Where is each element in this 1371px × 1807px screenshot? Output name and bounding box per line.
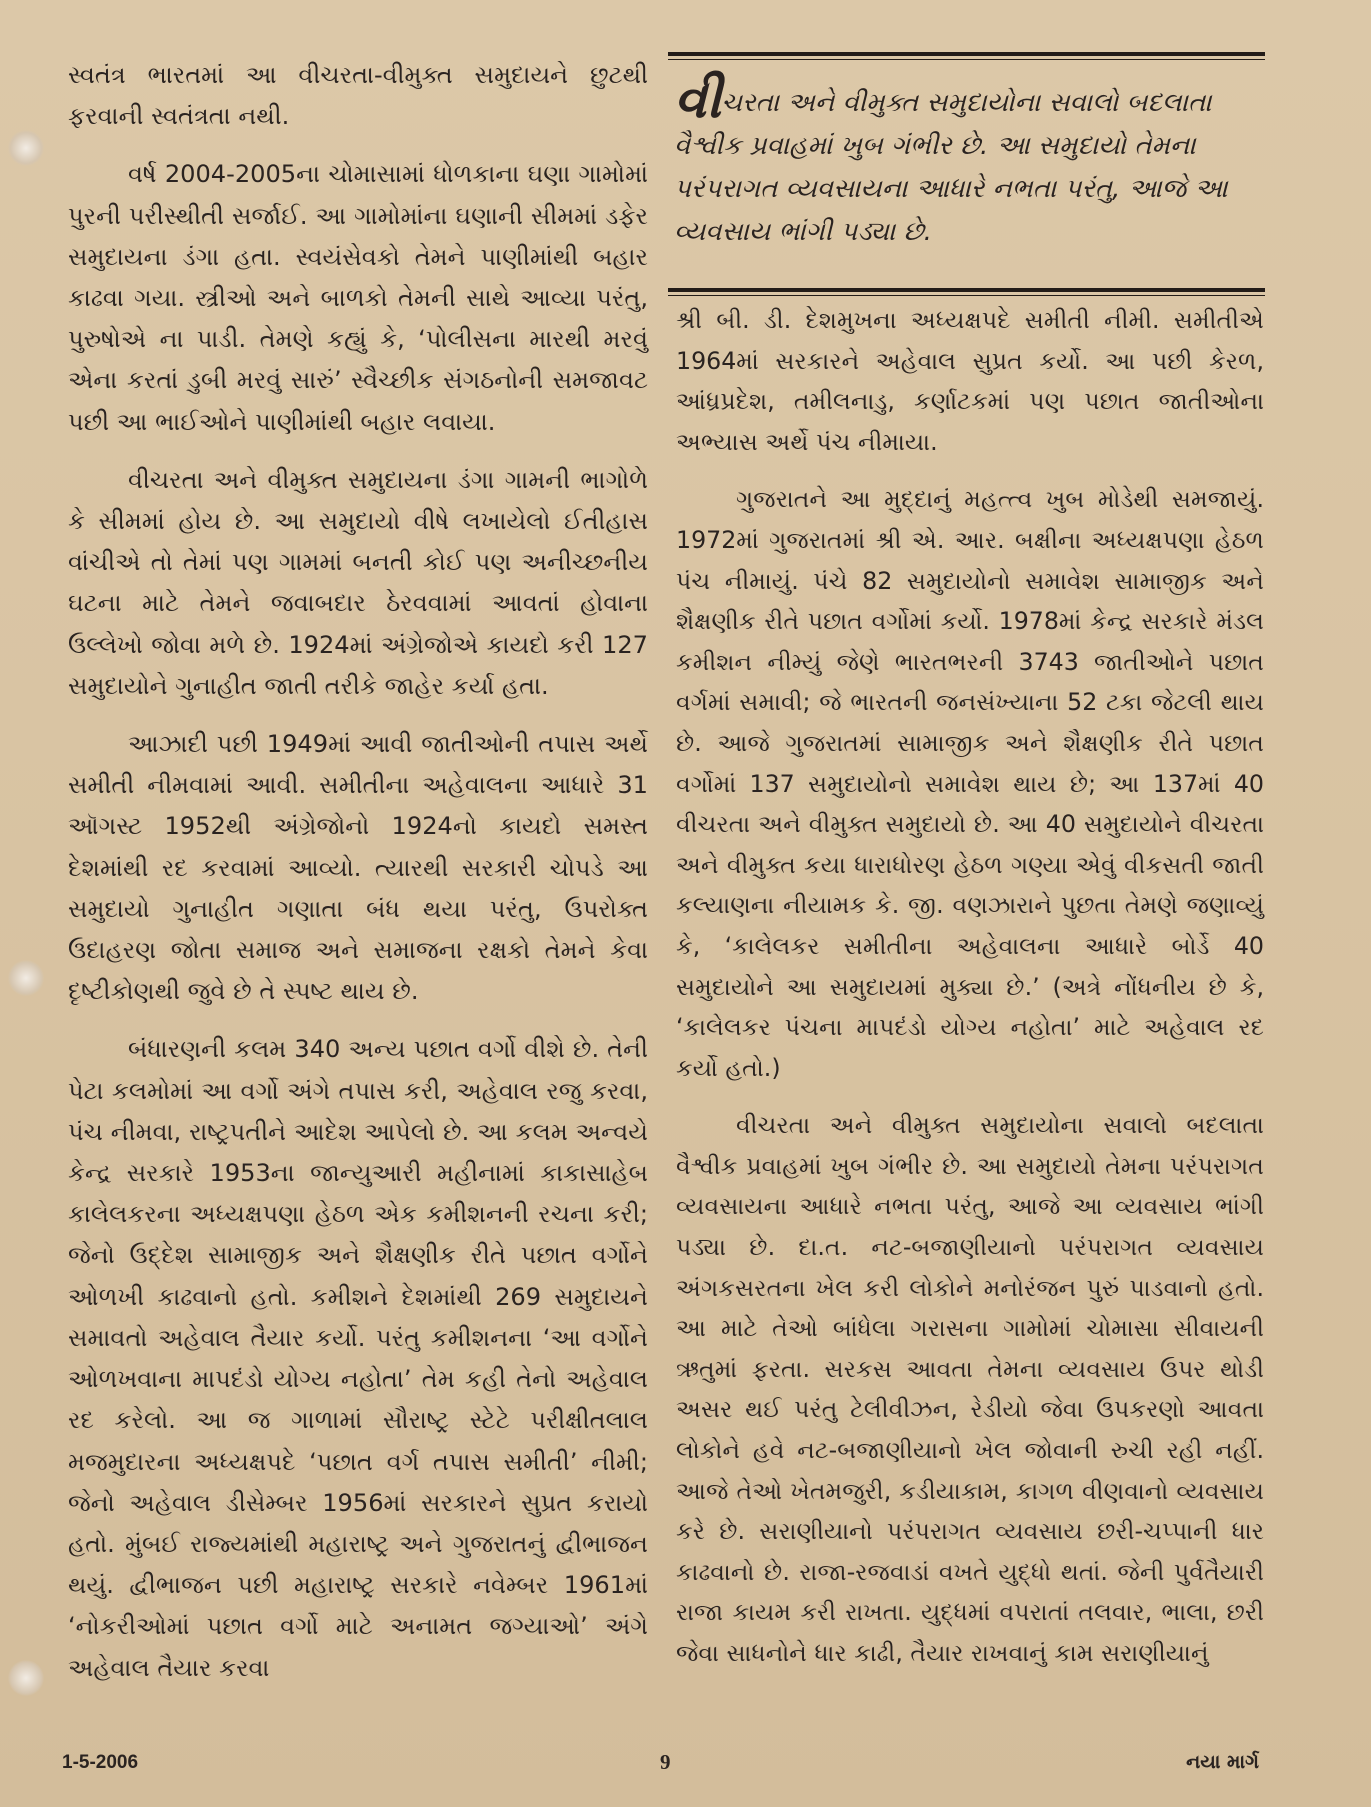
pull-quote-dropcap: વી [674, 70, 722, 130]
paragraph: વીચરતા અને વીમુક્ત સમુદાયના ડંગા ગામની ભાગોળે કે સીમમાં હોય છે. આ સમુદાયો વીષે લખાયેલો ઈતીહાસ વાંચીએ તો તેમાં પણ ગામમાં બનતી કોઈ પણ અનીચ્છનીય ઘટના માટે તેમને જવાબદાર ઠેરવવામાં આવતાં હોવાના ઉલ્લેખો જોવા મળે છે. 1924માં અંગ્રેજોએ કાયદો કરી 127 સમુદાયોને ગુનાહીત જાતી તરીકે જાહેર કર્યા હતા. [68, 465, 648, 700]
paragraph: શ્રી બી. ડી. દેશમુખના અધ્યક્ષપદે સમીતી નીમી. સમીતીએ 1964માં સરકારને અહેવાલ સુપ્રત કર્યો. આ પછી કેરળ, આંધ્રપ્રદેશ, તમીલનાડુ, કર્ણાટકમાં પણ પછાત જાતીઓના અભ્યાસ અર્થે પંચ નીમાયા. [676, 306, 1264, 456]
pull-quote-top-rule [668, 52, 1265, 56]
paragraph: આઝાદી પછી 1949માં આવી જાતીઓની તપાસ અર્થે સમીતી નીમવામાં આવી. સમીતીના અહેવાલના આધારે 31 ઑગસ્ટ 1952થી અંગ્રેજોનો 1924નો કાયદો સમસ્ત દેશમાંથી રદ કરવામાં આવ્યો. ત્યારથી સરકારી ચોપડે આ સમુદાયો ગુનાહીત ગણાતા બંધ થયા પરંતુ, ઉપરોક્ત ઉદાહરણ જોતા સમાજ અને સમાજના રક્ષકો તેમને કેવા દૃષ્ટીકોણથી જુવે છે તે સ્પષ્ટ થાય છે. [68, 730, 648, 1006]
page-number: 9 [660, 1750, 671, 1774]
pull-quote-bottom-rule [668, 288, 1265, 292]
paragraph: વર્ષ 2004-2005ના ચોમાસામાં ધોળકાના ઘણા ગામોમાં પુરની પરીસ્થીતી સર્જાઈ. આ ગામોમાંના ઘણાની સીમમાં ડફેર સમુદાયના ડંગા હતા. સ્વયંસેવકો તેમને પાણીમાંથી બહાર કાઢવા ગયા. સ્ત્રીઓ અને બાળકો તેમની સાથે આવ્યા પરંતુ, પુરુષોએ ના પાડી. તેમણે કહ્યું કે, ‘પોલીસના મારથી મરવું એના કરતાં ડુબી મરવું સારું’ સ્વૈચ્છીક સંગઠનોની સમજાવટ પછી આ ભાઈઓને પાણીમાંથી બહાર લવાયા. [68, 160, 648, 436]
pull-quote-text [674, 70, 1262, 254]
paragraph: બંધારણની કલમ 340 અન્ય પછાત વર્ગો વીશે છે. તેની પેટા કલમોમાં આ વર્ગો અંગે તપાસ કરી, અહેવાલ રજુ કરવા, પંચ નીમવા, રાષ્ટ્રપતીને આદેશ આપેલો છે. આ કલમ અન્વયે કેન્દ્ર સરકારે 1953ના જાન્યુઆરી મહીનામાં કાકાસાહેબ કાલેલકરના અધ્યક્ષપણા હેઠળ એક કમીશનની રચના કરી; જેનો ઉદ્દેશ સામાજીક અને શૈક્ષણીક રીતે પછાત વર્ગોને ઓળખી કાઢવાનો હતો. કમીશને દેશમાંથી 269 સમુદાયને સમાવતો અહેવાલ તૈયાર કર્યો. પરંતુ કમીશનના ‘આ વર્ગોને ઓળખવાના માપદંડો યોગ્ય નહોતા’ તેમ કહી તેનો અહેવાલ રદ કરેલો. આ જ ગાળામાં સૌરાષ્ટ્ર સ્ટેટે પરીક્ષીતલાલ મજમુદારના અધ્યક્ષપદે ‘પછાત વર્ગ તપાસ સમીતી’ નીમી; જેનો અહેવાલ ડીસેમ્બર 1956માં સરકારને સુપ્રત કરાયો હતો. મુંબઈ રાજ્યમાંથી મહારાષ્ટ્ર અને ગુજરાતનું દ્વીભાજન થયું. દ્વીભાજન પછી મહારાષ્ટ્ર સરકારે નવેમ્બર 1961માં ‘નોકરીઓમાં પછાત વર્ગો માટે અનામત જગ્યાઓ’ અંગે અહેવાલ તૈયાર કરવા [68, 1035, 648, 1682]
right-column [676, 300, 1264, 1691]
punch-hole-top [8, 130, 44, 166]
punch-hole-bottom [8, 1660, 44, 1696]
magazine-name: નયા માર્ગ [1186, 1751, 1259, 1773]
left-column [68, 55, 648, 1706]
paragraph: વીચરતા અને વીમુક્ત સમુદાયોના સવાલો બદલાતા વૈશ્વીક પ્રવાહમાં ખુબ ગંભીર છે. આ સમુદાયો તેમના પરંપરાગત વ્યવસાયના આધારે નભતા પરંતુ, આજે આ વ્યવસાય ભાંગી પડ્યા છે. દા.ત. નટ-બજાણીયાનો પરંપરાગત વ્યવસાય અંગકસરતના ખેલ કરી લોકોને મનોરંજન પુરું પાડવાનો હતો. આ માટે તેઓ બાંધેલા ગરાસના ગામોમાં ચોમાસા સીવાયની ઋતુમાં ફરતા. સરકસ આવતા તેમના વ્યવસાય ઉપર થોડી અસર થઈ પરંતુ ટેલીવીઝન, રેડીયો જેવા ઉપકરણો આવતા લોકોને હવે નટ-બજાણીયાનો ખેલ જોવાની રુચી રહી નહીં. આજે તેઓ ખેતમજુરી, કડીયાકામ, કાગળ વીણવાનો વ્યવસાય કરે છે. સરાણીયાનો પરંપરાગત વ્યવસાય છરી-ચપ્પાની ધાર કાઢવાનો છે. રાજા-રજવાડાં વખતે યુદ્ધો થતાં. જેની પુર્વતૈયારી રાજા કાયમ કરી રાખતા. યુદ્ધમાં વપરાતાં તલવાર, ભાલા, છરી જેવા સાધનોને ધાર કાઢી, તૈયાર રાખવાનું કામ સરાણીયાનું [676, 1111, 1264, 1667]
punch-hole-middle [8, 960, 44, 996]
pull-quote-body: ચરતા અને વીમુક્ત સમુદાયોના સવાલો બદલાતા વૈશ્વીક પ્રવાહમાં ખુબ ગંભીર છે. આ સમુદાયો તેમના પરંપરાગત વ્યવસાયના આધારે નભતા પરંતુ, આજે આ વ્યવસાય ભાંગી પડ્યા છે. [674, 88, 1228, 247]
paragraph: ગુજરાતને આ મુદ્દાનું મહત્ત્વ ખુબ મોડેથી સમજાયું. 1972માં ગુજરાતમાં શ્રી એ. આર. બક્ષીના અધ્યક્ષપણા હેઠળ પંચ નીમાયું. પંચે 82 સમુદાયોનો સમાવેશ સામાજીક અને શૈક્ષણીક રીતે પછાત વર્ગોમાં કર્યો. 1978માં કેન્દ્ર સરકારે મંડલ કમીશન નીમ્યું જેણે ભારતભરની 3743 જાતીઓને પછાત વર્ગમાં સમાવી; જે ભારતની જનસંખ્યાના 52 ટકા જેટલી થાય છે. આજે ગુજરાતમાં સામાજીક અને શૈક્ષણીક રીતે પછાત વર્ગોમાં 137 સમુદાયોનો સમાવેશ થાય છે; આ 137માં 40 વીચરતા અને વીમુક્ત સમુદાયો છે. આ 40 સમુદાયોને વીચરતા અને વીમુક્ત કયા ધારાધોરણ હેઠળ ગણ્યા એવું વીકસતી જાતી કલ્યાણના નીયામક કે. જી. વણઝારાને પુછતા તેમણે જણાવ્યું કે, ‘કાલેલકર સમીતીના અહેવાલના આધારે બોર્ડે 40 સમુદાયોને આ સમુદાયમાં મુક્યા છે.’ (અત્રે નોંધનીય છે કે, ‘કાલેલકર પંચના માપદંડો યોગ્ય નહોતા’ માટે અહેવાલ રદ કર્યો હતો.) [676, 485, 1264, 1082]
paragraph: સ્વતંત્ર ભારતમાં આ વીચરતા-વીમુક્ત સમુદાયને છુટથી ફરવાની સ્વતંત્રતા નથી. [68, 61, 648, 131]
pull-quote [668, 52, 1265, 297]
footer-date: 1-5-2006 [62, 1752, 139, 1773]
